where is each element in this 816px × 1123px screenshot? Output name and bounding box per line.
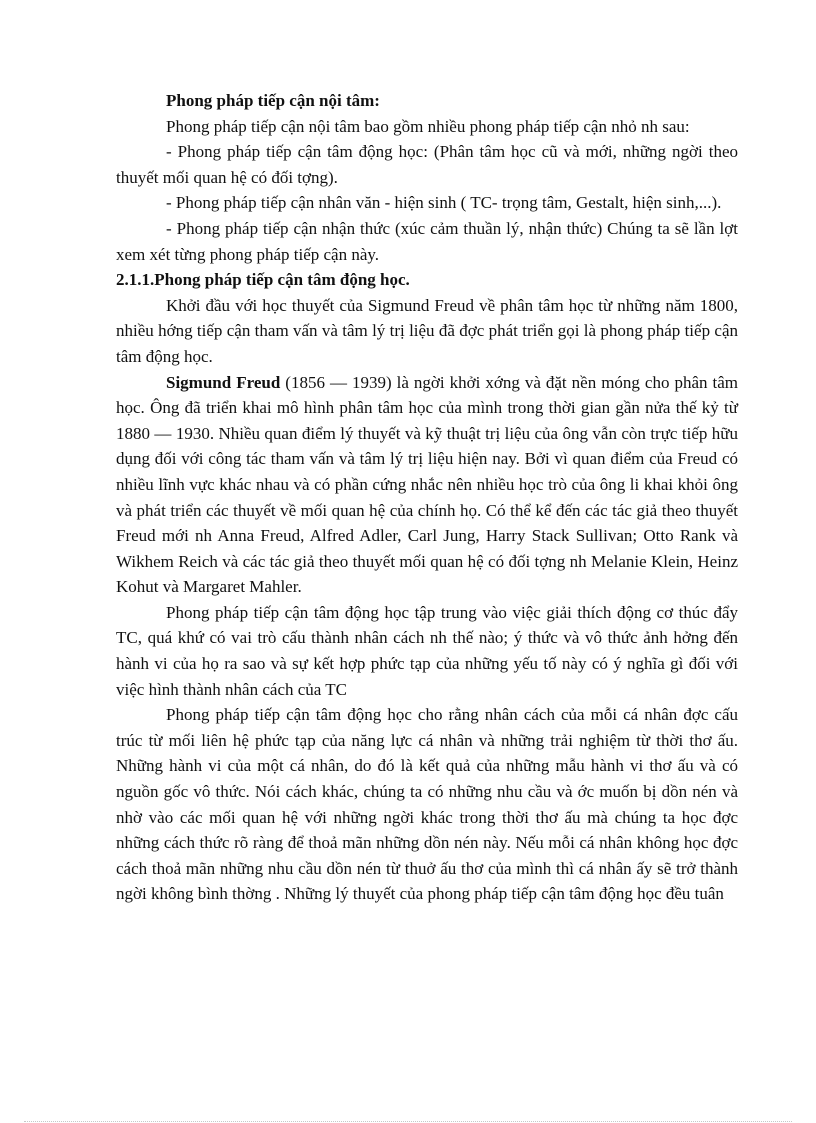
- freud-text: (1856 — 1939) là ngời khởi xớng và đặt nền móng cho phân tâm học. Ông đã triển khai mô hình phân tâm học của mình trong thời gian gần nửa thế kỷ từ 1880 — 1930. Nhiều quan điểm lý thuyết và kỹ thuật trị liệu của ông vẫn còn trực tiếp hữu dụng đối với công tác tham vấn và tâm lý trị liệu hiện nay. Bởi vì quan điểm của Freud có nhiều lĩnh vực khác nhau và có phần cứng nhắc nên nhiều học trò của ông li khai khỏi ông và phát triển các thuyết về mối quan hệ của chính họ. Có thể kể đến các tác giả theo thuyết Freud mới nh Anna Freud, Alfred Adler, Carl Jung, Harry Stack Sullivan; Otto Rank và Wikhem Reich và các tác giả theo thuyết mối quan hệ có đối tợng nh Melanie Klein, Heinz Kohut và Margaret Mahler.: [116, 372, 739, 597]
- section-heading-inner-approach: Phong pháp tiếp cận nội tâm:: [166, 91, 380, 110]
- intro-paragraph: Phong pháp tiếp cận nội tâm bao gồm nhiều phong pháp tiếp cận nhỏ nh sau:: [166, 116, 690, 136]
- freud-name: Sigmund Freud: [166, 372, 281, 392]
- paragraph-freud-origin: Khởi đầu với học thuyết của Sigmund Freud về phân tâm học từ những năm 1800, nhiều hớng tiếp cận tham vấn và tâm lý trị liệu đã đợc phát triển gọi là phong pháp tiếp cận tâm động học.: [116, 295, 738, 366]
- section-heading-2-1-1: 2.1.1.Phong pháp tiếp cận tâm động học.: [116, 270, 410, 290]
- list-item-cognitive: - Phong pháp tiếp cận nhận thức (xúc cảm thuần lý, nhận thức) Chúng ta sẽ lần lợt xem xét từng phong pháp tiếp cận này.: [116, 218, 738, 264]
- paragraph-psychodynamic-focus: Phong pháp tiếp cận tâm động học tập trung vào việc giải thích động cơ thúc đẩy TC, quá khứ có vai trò cấu thành nhân cách nh thế nào; ý thức và vô thức ảnh hởng đến hành vi của họ ra sao và sự kết hợp phức tạp của những yếu tố này có ý nghĩa gì đối với việc hình thành nhân cách của TC: [116, 602, 738, 699]
- paragraph-personality-structure: Phong pháp tiếp cận tâm động học cho rằng nhân cách của mỗi cá nhân đợc cấu trúc từ mối liên hệ phức tạp của năng lực cá nhân và những trải nghiệm từ thời thơ ấu. Những hành vi của một cá nhân, do đó là kết quả của những mẫu hành vi thơ ấu và có nguồn gốc vô thức. Nói cách khác, chúng ta có những nhu cầu và ớc muốn bị dồn nén và nhờ vào các mối quan hệ với những ngời khác trong thời thơ ấu mà chúng ta học đợc những cách thức rõ ràng để thoả mãn những dồn nén này. Nếu mỗi cá nhân không học đợc cách thoả mãn những nhu cầu dồn nén từ thuở ấu thơ của mình thì cá nhân ấy sẽ trở thành ngời không bình thờng . Những lý thuyết của phong pháp tiếp cận tâm động học đều tuân: [116, 705, 738, 904]
- paragraph-sigmund-freud: [116, 370, 738, 600]
- list-item-humanistic: - Phong pháp tiếp cận nhân văn - hiện sinh ( TC- trọng tâm, Gestalt, hiện sinh,...).: [166, 193, 722, 213]
- list-item-psychodynamic: - Phong pháp tiếp cận tâm động học: (Phân tâm học cũ và mới, những ngời theo thuyết mối quan hệ có đối tợng).: [116, 142, 738, 187]
- document-page: [116, 88, 738, 907]
- page-bottom-border: [24, 1121, 792, 1122]
